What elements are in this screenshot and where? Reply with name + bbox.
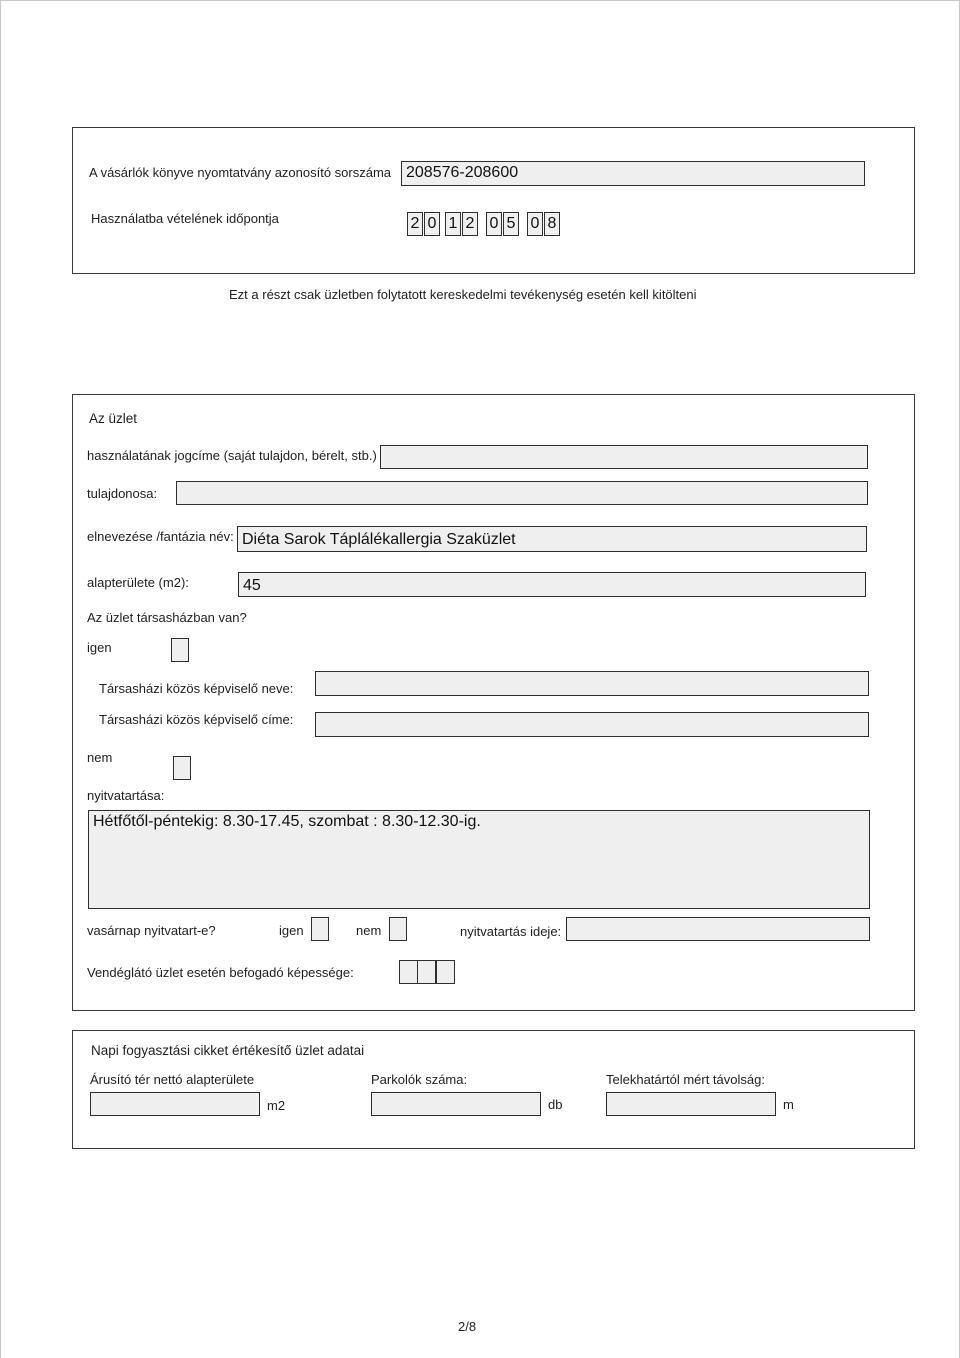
capacity-digit[interactable] [417, 960, 436, 984]
sunday-hours-field[interactable] [566, 917, 870, 941]
hours-field[interactable]: Hétfőtől-péntekig: 8.30-17.45, szombat : 8.30-12.30-ig. [88, 810, 870, 909]
sales-area-field[interactable] [90, 1092, 260, 1116]
page-number: 2/8 [458, 1319, 477, 1334]
rep-address-label: Társasházi közös képviselő címe: [99, 712, 294, 727]
section-note: Ezt a részt csak üzletben folytatott kereskedelmi tevékenység esetén kell kitölteni [229, 287, 697, 302]
usage-title-field[interactable] [380, 445, 868, 469]
date-digit[interactable]: 5 [503, 212, 519, 236]
capacity-label: Vendéglátó üzlet esetén befogadó képessége: [87, 965, 354, 980]
shop-title: Az üzlet [89, 411, 138, 426]
shop-name-field[interactable]: Diéta Sarok Táplálékallergia Szaküzlet [237, 526, 867, 552]
date-label: Használatba vételének időpontja [91, 211, 279, 226]
distance-field[interactable] [606, 1092, 776, 1116]
rep-name-field[interactable] [315, 671, 869, 696]
rep-name-label: Társasházi közös képviselő neve: [99, 681, 294, 696]
date-digit[interactable]: 2 [462, 212, 478, 236]
hours-label: nyitvatartása: [87, 788, 165, 803]
distance-label: Telekhatártól mért távolság: [606, 1072, 765, 1087]
daily-goods-title: Napi fogyasztási cikket értékesítő üzlet adatai [91, 1043, 365, 1058]
sunday-yes-checkbox[interactable] [311, 917, 329, 941]
parking-unit: db [548, 1097, 563, 1112]
serial-label: A vásárlók könyve nyomtatvány azonosító sorszáma [89, 165, 392, 180]
parking-field[interactable] [371, 1092, 541, 1116]
capacity-digit[interactable] [436, 960, 455, 984]
sales-area-unit: m2 [267, 1098, 286, 1113]
condo-yes-label: igen [87, 640, 112, 655]
area-label: alapterülete (m2): [87, 575, 189, 590]
sales-area-label: Árusító tér nettó alapterülete [90, 1072, 255, 1087]
date-digit[interactable]: 0 [424, 212, 440, 236]
header-section [72, 127, 915, 274]
page-edge [0, 0, 1, 1358]
sunday-yes-label: igen [279, 923, 304, 938]
owner-field[interactable] [176, 481, 868, 505]
date-digit[interactable]: 0 [486, 212, 502, 236]
date-digit[interactable]: 1 [445, 212, 461, 236]
distance-unit: m [783, 1097, 794, 1112]
condo-no-label: nem [87, 750, 113, 765]
usage-title-label: használatának jogcíme (saját tulajdon, bérelt, stb.) [87, 448, 377, 463]
condo-no-checkbox[interactable] [173, 756, 191, 780]
date-digit[interactable]: 0 [527, 212, 543, 236]
rep-address-field[interactable] [315, 712, 869, 737]
date-digit[interactable]: 8 [544, 212, 560, 236]
condo-question: Az üzlet társasházban van? [87, 610, 247, 625]
serial-field[interactable]: 208576-208600 [401, 161, 865, 186]
area-field[interactable]: 45 [238, 572, 866, 597]
capacity-digit[interactable] [399, 960, 418, 984]
sunday-label: vasárnap nyitvatart-e? [87, 923, 216, 938]
date-digit[interactable]: 2 [407, 212, 423, 236]
sunday-no-checkbox[interactable] [389, 917, 407, 941]
parking-label: Parkolók száma: [371, 1072, 468, 1087]
shop-name-label: elnevezése /fantázia név: [87, 529, 234, 544]
sunday-hours-label: nyitvatartás ideje: [460, 924, 562, 939]
owner-label: tulajdonosa: [87, 486, 158, 501]
condo-yes-checkbox[interactable] [171, 638, 189, 662]
sunday-no-label: nem [356, 923, 382, 938]
page-edge [0, 0, 960, 1]
